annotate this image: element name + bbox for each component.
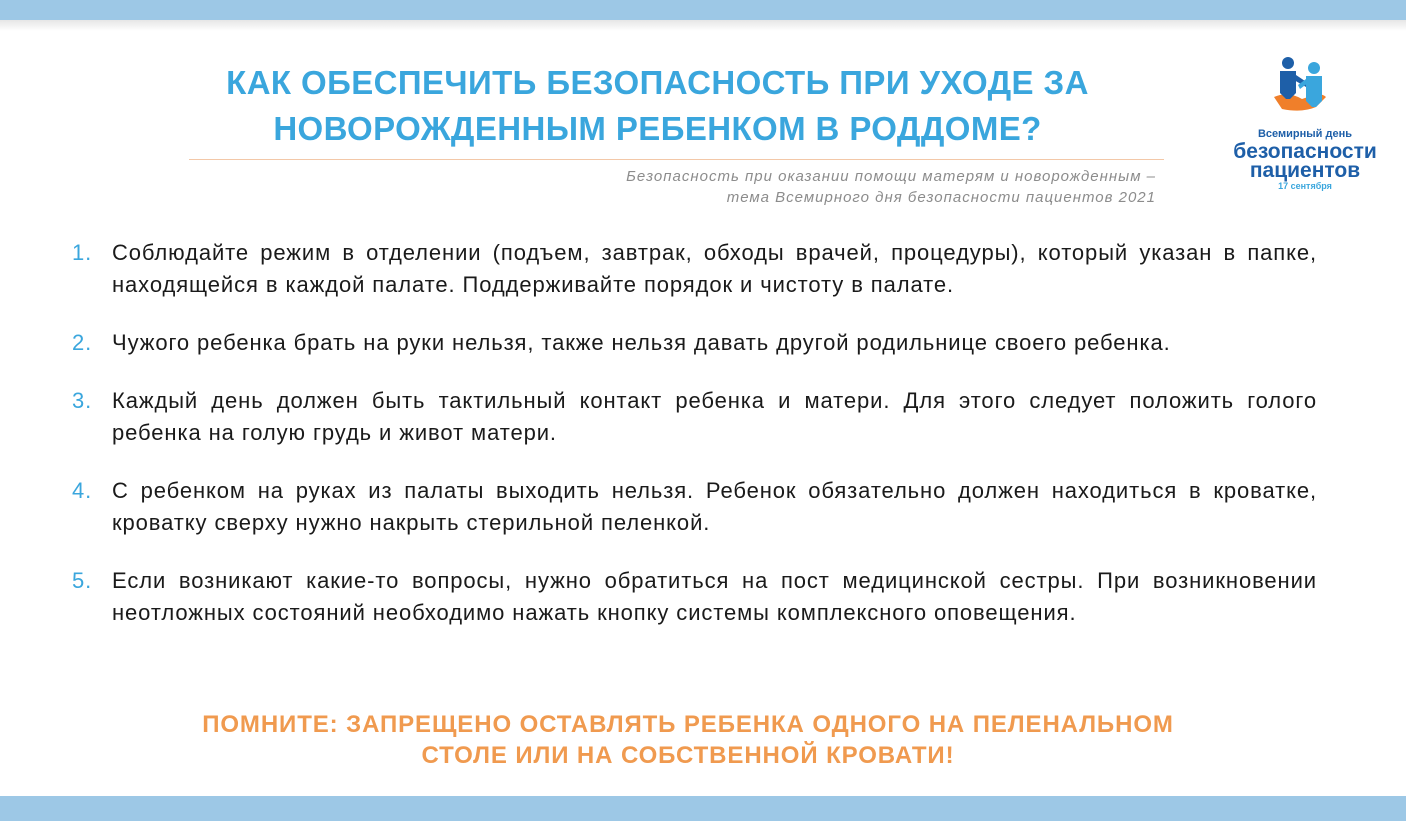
page-subtitle	[450, 166, 1156, 208]
item-text: Соблюдайте режим в отделении (подъем, завтрак, обходы врачей, процедуры), который указан в папке, находящейся в каждой палате. Поддерживайте порядок и чистоту в палате.	[112, 240, 1317, 297]
title-divider	[189, 159, 1164, 160]
item-number: 2.	[72, 330, 93, 355]
safety-rules-list	[70, 237, 1317, 629]
title-line-2: НОВОРОЖДЕННЫМ РЕБЕНКОМ В РОДДОМЕ?	[273, 110, 1042, 147]
item-number: 3.	[72, 388, 93, 413]
list-item	[70, 327, 1317, 359]
list-item	[70, 565, 1317, 629]
warning-line-2: СТОЛЕ ИЛИ НА СОБСТВЕННОЙ КРОВАТИ!	[421, 742, 955, 769]
page-title	[150, 60, 1165, 152]
item-number: 4.	[72, 478, 93, 503]
bottom-band	[0, 796, 1406, 821]
list-item	[70, 475, 1317, 539]
warning-line-1: ПОМНИТЕ: ЗАПРЕЩЕНО ОСТАВЛЯТЬ РЕБЕНКА ОДНОГО НА ПЕЛЕНАЛЬНОМ	[202, 711, 1174, 738]
warning-notice	[130, 709, 1246, 771]
people-hand-icon	[1268, 55, 1338, 125]
item-text: Каждый день должен быть тактильный контакт ребенка и матери. Для этого следует положить голого ребенка на голую грудь и живот матери.	[112, 388, 1317, 445]
item-text: Чужого ребенка брать на руки нельзя, также нельзя давать другой родильнице своего ребенка.	[112, 330, 1171, 355]
subtitle-line-2: тема Всемирного дня безопасности пациентов 2021	[726, 189, 1156, 206]
list-item	[70, 385, 1317, 449]
subtitle-line-1: Безопасность при оказании помощи матерям и новорожденным –	[626, 168, 1156, 185]
title-line-1: КАК ОБЕСПЕЧИТЬ БЕЗОПАСНОСТЬ ПРИ УХОДЕ ЗА	[226, 64, 1089, 101]
item-text: С ребенком на руках из палаты выходить нельзя. Ребенок обязательно должен находиться в кроватке, кроватку сверху нужно накрыть стерильной пеленкой.	[112, 478, 1317, 535]
logo-text-2: безопасности	[1233, 140, 1377, 163]
logo-text-1: Всемирный день	[1257, 128, 1352, 140]
item-number: 1.	[72, 240, 93, 265]
top-band-shadow	[0, 20, 1406, 31]
top-band	[0, 0, 1406, 20]
logo-text-3: пациентов	[1249, 159, 1361, 182]
patient-safety-day-logo	[1220, 55, 1390, 195]
list-item	[70, 237, 1317, 301]
logo-text-4: 17 сентября	[1278, 181, 1332, 191]
item-text: Если возникают какие-то вопросы, нужно обратиться на пост медицинской сестры. При возникновении неотложных состояний необходимо нажать кнопку системы комплексного оповещения.	[112, 568, 1317, 625]
item-number: 5.	[72, 568, 93, 593]
